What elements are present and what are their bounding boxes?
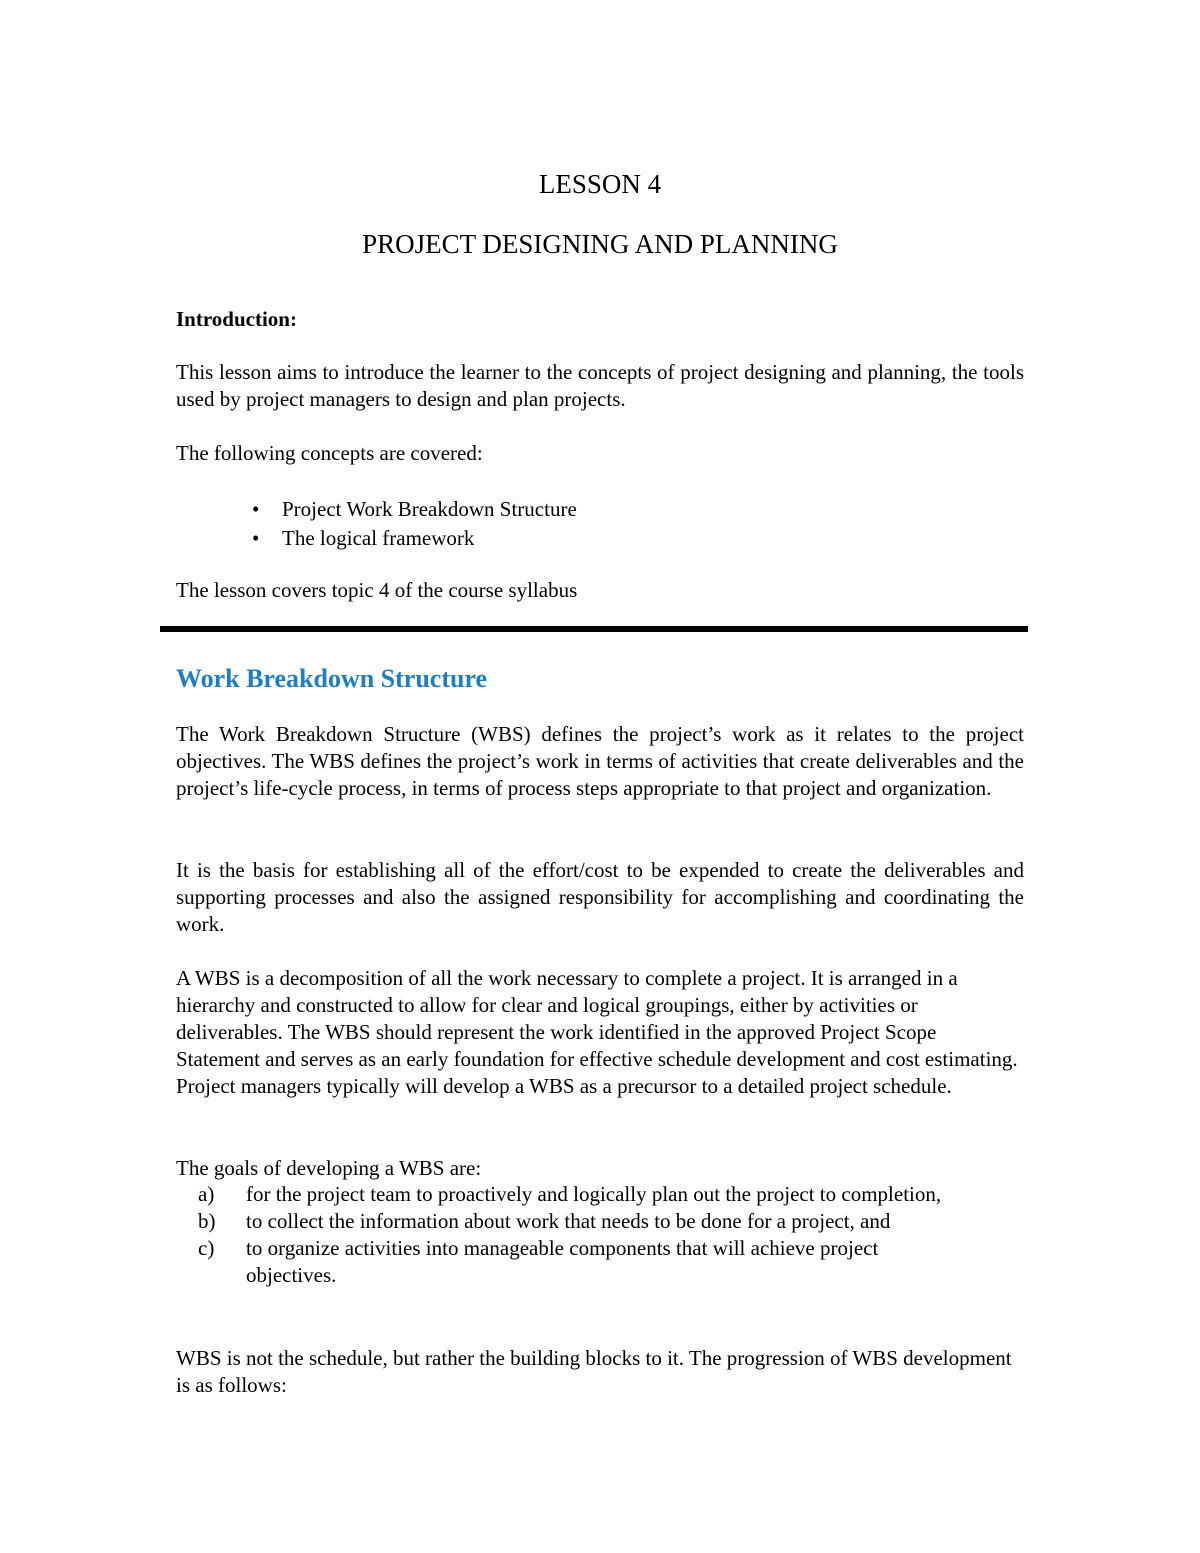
section-heading: Work Breakdown Structure xyxy=(176,664,488,693)
closing-paragraph: WBS is not the schedule, but rather the building blocks to it. The progression of WBS development is as follows: xyxy=(176,1346,1012,1397)
list-item xyxy=(176,495,1024,524)
lesson-title: PROJECT DESIGNING AND PLANNING xyxy=(362,229,838,259)
list-item xyxy=(176,524,1024,553)
list-item xyxy=(176,1208,1024,1235)
concept-label: The logical framework xyxy=(282,526,475,550)
goals-list xyxy=(176,1181,1024,1289)
list-item xyxy=(176,1181,1024,1208)
section-divider xyxy=(160,626,1028,632)
intro-paragraph: This lesson aims to introduce the learner to the concepts of project designing and planning, the tools used by project managers to design and plan projects. xyxy=(176,360,1024,411)
intro-heading: Introduction: xyxy=(176,307,297,331)
document-page xyxy=(176,0,1024,1553)
goal-marker: a) xyxy=(198,1182,215,1206)
bullet-icon: • xyxy=(252,526,260,550)
goal-marker: c) xyxy=(198,1236,215,1260)
goal-text: to collect the information about work that needs to be done for a project, and xyxy=(246,1209,891,1233)
goal-text: to organize activities into manageable components that will achieve project objectives. xyxy=(246,1236,879,1287)
goal-marker: b) xyxy=(198,1209,216,1233)
bullet-icon: • xyxy=(252,497,260,521)
wbs-paragraph-2: It is the basis for establishing all of the effort/cost to be expended to create the deliverables and supporting processes and also the assigned responsibility for accomplishing and coordinating the work. xyxy=(176,858,1024,936)
goals-lead: The goals of developing a WBS are: xyxy=(176,1156,482,1180)
concepts-lead: The following concepts are covered: xyxy=(176,441,483,465)
list-item xyxy=(176,1235,1024,1289)
lesson-number: LESSON 4 xyxy=(538,169,662,199)
wbs-paragraph-1: The Work Breakdown Structure (WBS) defines the project’s work as it relates to the project objectives. The WBS defines the project’s work in terms of activities that create deliverables and the project’s life-cycle process, in terms of process steps appropriate to that project and organization. xyxy=(176,722,1024,800)
goal-text: for the project team to proactively and logically plan out the project to completion, xyxy=(246,1182,942,1206)
wbs-paragraph-3: A WBS is a decomposition of all the work necessary to complete a project. It is arranged in a hierarchy and constructed to allow for clear and logical groupings, either by activities or deliverables. The WBS should represent the work identified in the approved Project Scope Statement and serves as an early foundation for effective schedule development and cost estimating. Project managers typically will develop a WBS as a precursor to a detailed project schedule. xyxy=(176,966,1018,1098)
concept-label: Project Work Breakdown Structure xyxy=(282,497,577,521)
concepts-list xyxy=(176,495,1024,553)
coverage-note: The lesson covers topic 4 of the course syllabus xyxy=(176,578,578,602)
